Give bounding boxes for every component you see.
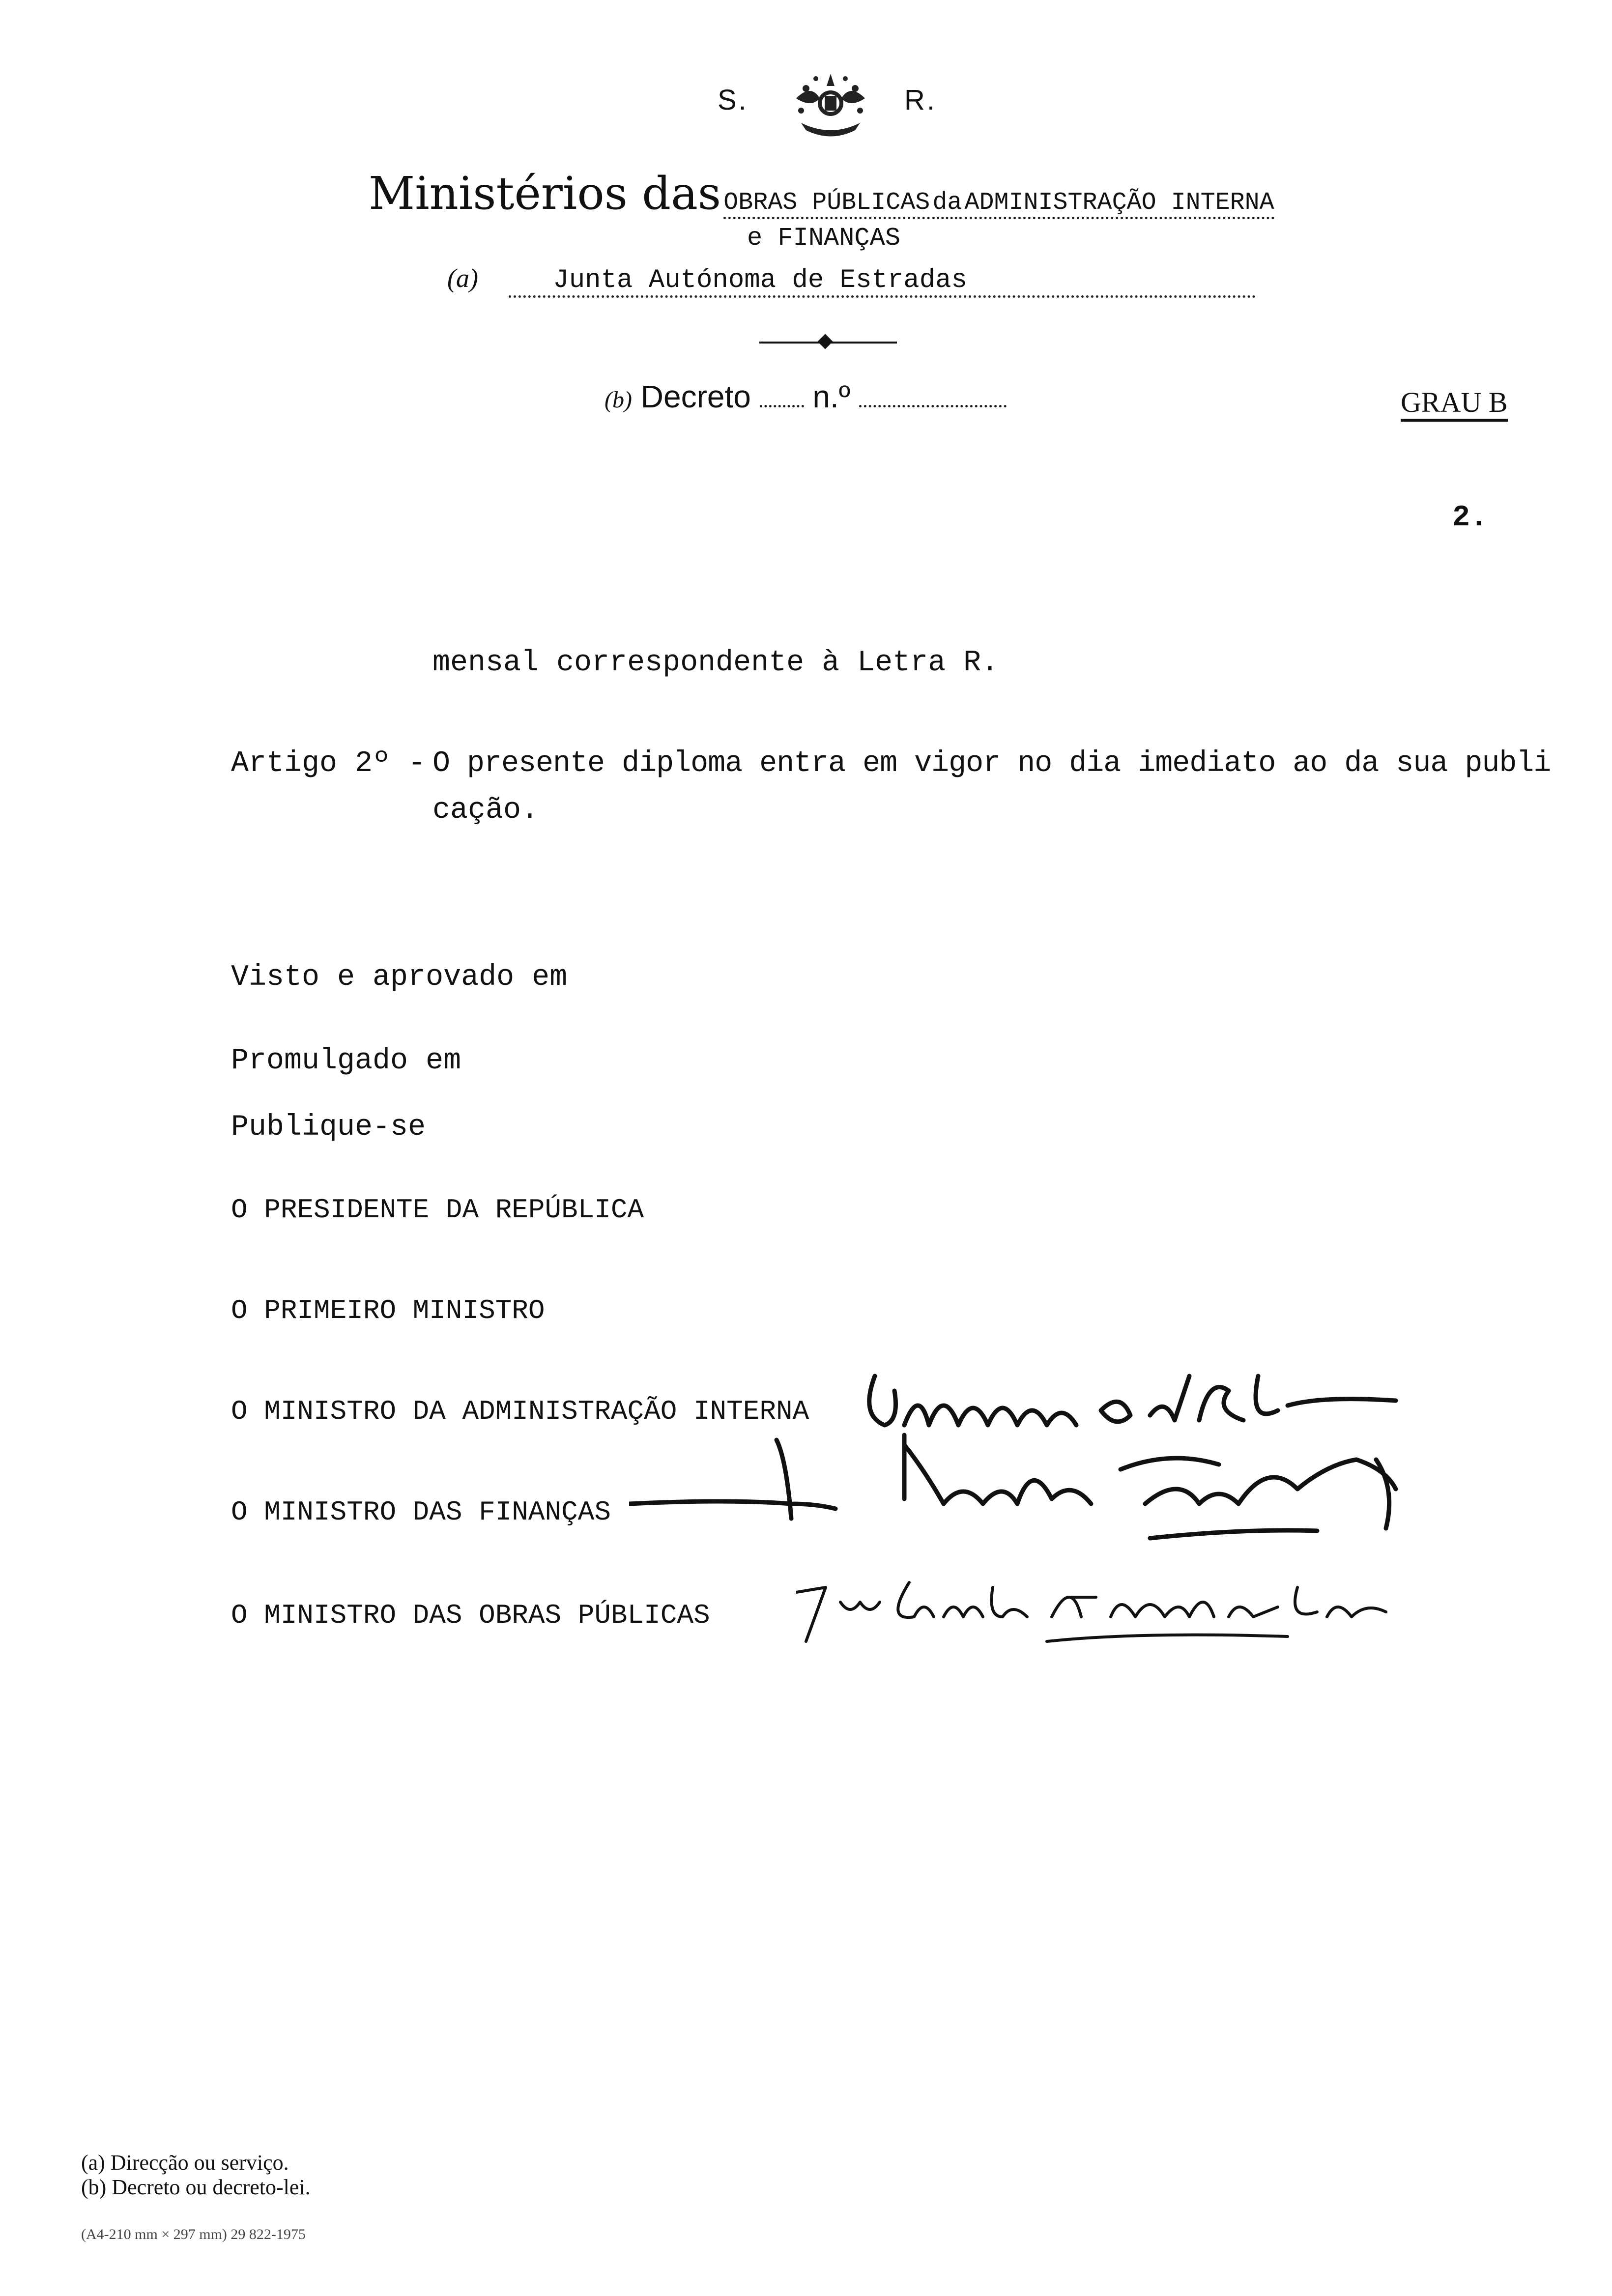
numero-label: n.º — [812, 379, 851, 414]
b-marker: (b) — [604, 387, 632, 413]
numero-blank — [859, 380, 1007, 407]
divider-diamond-icon — [817, 334, 833, 349]
ministry-prefix: Ministérios das — [369, 167, 721, 220]
grau-label: GRAU B — [1401, 386, 1508, 422]
ministry-title — [369, 167, 1274, 220]
article-continuation: cação. — [432, 794, 539, 827]
signature-ministro-financas — [629, 1430, 1445, 1558]
print-reference: (A4-210 mm × 297 mm) 29 822-1975 — [81, 2226, 306, 2242]
ministry-obras: OBRAS PÚBLICAS — [723, 189, 930, 219]
presidente-label: O PRESIDENTE DA REPÚBLICA — [231, 1194, 644, 1226]
ministry-line2: e FINANÇAS — [747, 224, 901, 253]
publique-label: Publique-se — [231, 1111, 426, 1144]
header-r: R. — [904, 84, 937, 116]
service-name: Junta Autónoma de Estradas — [509, 265, 1256, 298]
ministro-financas-label: O MINISTRO DAS FINANÇAS — [231, 1496, 611, 1528]
ministry-admin: ADMINISTRAÇÃO INTERNA — [965, 189, 1274, 219]
article-label: Artigo 2º - — [231, 747, 426, 780]
coat-of-arms-icon — [781, 69, 880, 147]
ministro-admin-label: O MINISTRO DA ADMINISTRAÇÃO INTERNA — [231, 1396, 809, 1427]
decreto-line — [604, 378, 1007, 415]
header-s: S. — [718, 84, 748, 116]
footnote-a: (a) Direcção ou serviço. — [81, 2151, 289, 2175]
decreto-blank — [760, 380, 804, 407]
decreto-label: Decreto — [640, 379, 751, 414]
body-line1: mensal correspondente à Letra R. — [432, 646, 999, 680]
footnote-b: (b) Decreto ou decreto-lei. — [81, 2175, 311, 2199]
service-line — [447, 263, 1256, 298]
ministro-obras-label: O MINISTRO DAS OBRAS PÚBLICAS — [231, 1600, 710, 1631]
primeiro-ministro-label: O PRIMEIRO MINISTRO — [231, 1295, 545, 1326]
visto-label: Visto e aprovado em — [231, 961, 568, 994]
promulgado-label: Promulgado em — [231, 1044, 461, 1078]
article-text: O presente diploma entra em vigor no dia imediato ao da sua publi — [432, 747, 1551, 780]
signature-ministro-obras — [796, 1568, 1455, 1656]
page-number: 2. — [1452, 501, 1488, 535]
ministry-da: da — [932, 189, 962, 219]
a-marker: (a) — [447, 263, 478, 293]
